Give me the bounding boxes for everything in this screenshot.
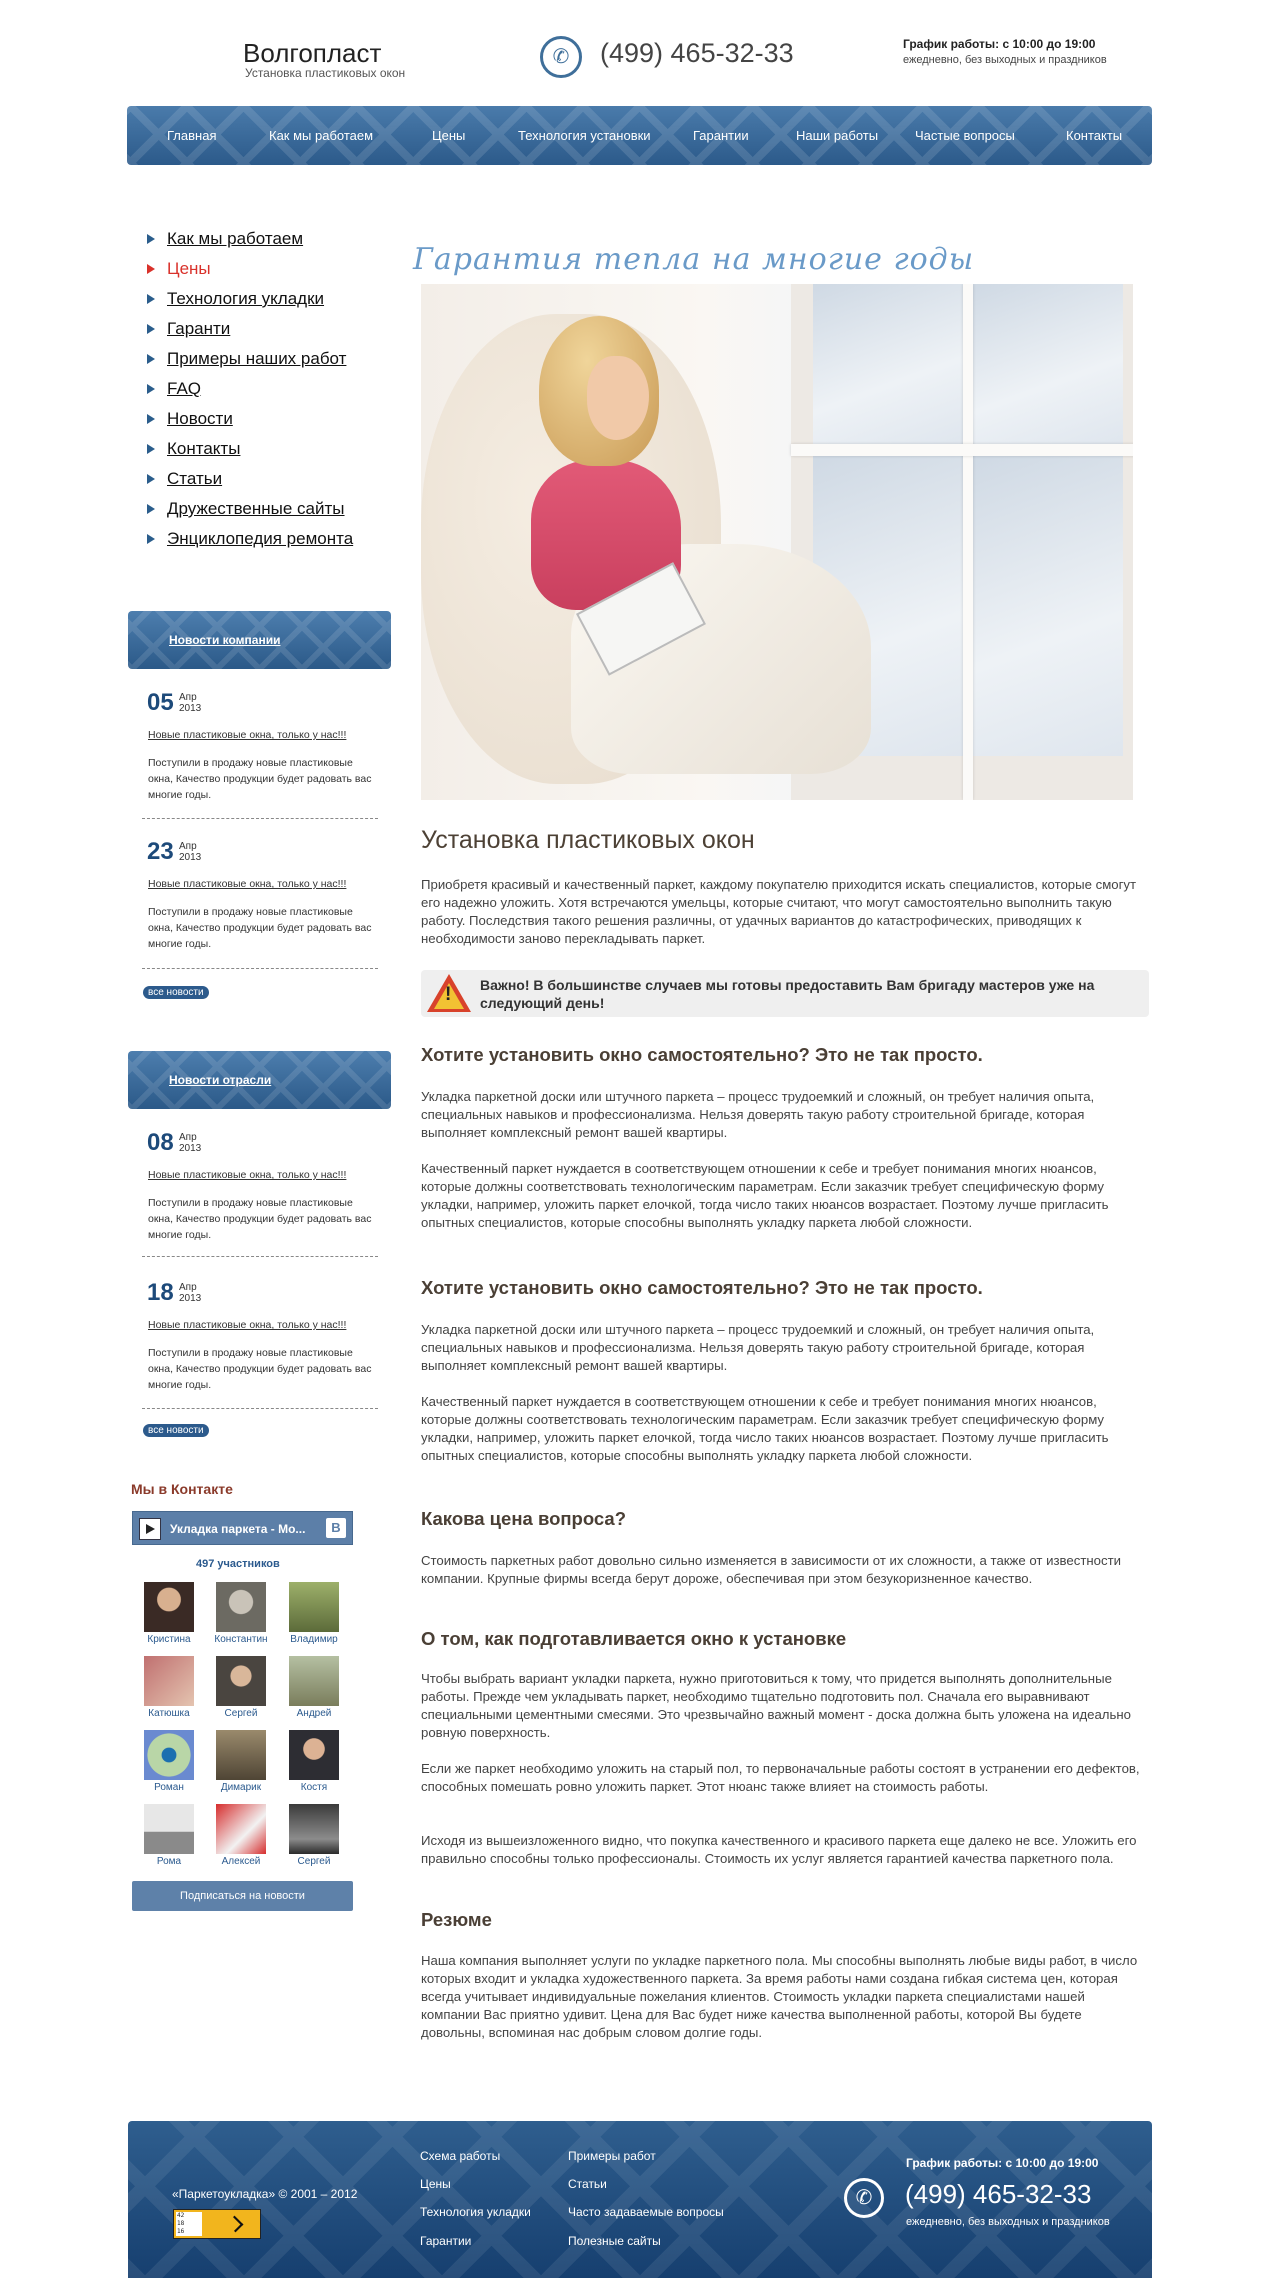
sidebar-item[interactable] <box>147 524 353 554</box>
sidebar-item[interactable] <box>147 464 353 494</box>
section-paragraph: Укладка паркетной доски или штучного паркета – процесс трудоемкий и сложный, он требует наличия опыта, специальных навыков и профессионализма. Нельзя доверять такую работу строительной бригаде, которая выполняет комплексный ремонт вашей квартиры. <box>421 1322 1095 1373</box>
sidebar-item[interactable] <box>147 404 353 434</box>
news-text: Поступили в продажу новые пластиковые окна, Качество продукции будет радовать вас многие годы. <box>148 1347 372 1391</box>
news-month: Апр <box>179 841 197 852</box>
news-year: 2013 <box>179 703 202 714</box>
sidebar-item[interactable] <box>147 374 353 404</box>
window-pane <box>973 456 1123 756</box>
sidebar-item[interactable] <box>147 344 353 374</box>
all-news-button[interactable]: все новости <box>143 1424 209 1437</box>
nav-item-technology[interactable]: Технология установки <box>518 128 651 143</box>
footer-link[interactable]: Часто задаваемые вопросы <box>568 2205 724 2219</box>
vk-member-name[interactable]: Алексей <box>221 1856 261 1867</box>
vk-member-name[interactable]: Константин <box>214 1634 268 1645</box>
triangle-right-icon <box>147 264 155 274</box>
news-divider <box>142 818 378 819</box>
sidebar-item-label[interactable]: Как мы работаем <box>167 229 304 248</box>
sidebar-item-label[interactable]: Контакты <box>167 439 241 458</box>
avatar[interactable] <box>216 1656 266 1706</box>
news-title-link[interactable]: Новые пластиковые окна, только у нас!!! <box>148 729 347 741</box>
avatar[interactable] <box>289 1804 339 1854</box>
vk-member[interactable] <box>136 1656 202 1719</box>
news-divider <box>142 968 378 969</box>
section-paragraph: Если же паркет необходимо уложить на старый пол, то первоначальные работы состоят в устранении его дефектов, способных помешать ровно уложить паркет. Этот нюанс также влияет на стоимость работы. <box>421 1761 1140 1794</box>
sidebar-item-label[interactable]: FAQ <box>167 379 202 398</box>
triangle-right-icon <box>147 354 155 364</box>
nav-item-prices[interactable]: Цены <box>432 128 466 143</box>
window-mullion <box>963 284 973 800</box>
hero-title: Гарантия тепла на многие годы <box>413 242 975 277</box>
industry-news-header <box>128 1051 391 1109</box>
arrow-icon <box>227 2216 244 2233</box>
hero-image <box>421 284 1133 800</box>
vk-member-name[interactable]: Рома <box>156 1856 182 1867</box>
sidebar-item-label[interactable]: Гаранти <box>167 319 231 338</box>
vk-member-name[interactable]: Роман <box>154 1782 184 1793</box>
footer-link[interactable]: Цены <box>420 2177 451 2191</box>
nav-item-our-works[interactable]: Наши работы <box>796 128 879 143</box>
copyright: «Паркетоукладка» © 2001 – 2012 <box>172 2187 358 2201</box>
avatar[interactable] <box>216 1804 266 1854</box>
window-pane <box>973 284 1123 444</box>
triangle-right-icon <box>147 444 155 454</box>
section-paragraph: Качественный паркет нуждается в соответствующем отношении к себе и требует понимания многих нюансов, которые должны соответствовать технологическим параметрам. Если заказчик требует специфическую форму укладки, например, уложить паркет елочкой, тогда число таких нюансов возрастает. Поэтому лучше пригласить опытных специалистов, которые способны выполнять укладку паркета любой сложности. <box>421 1161 1109 1230</box>
news-divider <box>142 1256 378 1257</box>
sidebar-item-label[interactable]: Технология укладки <box>167 289 325 308</box>
warning-box <box>421 970 1149 1017</box>
vk-member[interactable] <box>281 1656 347 1719</box>
sidebar-item[interactable] <box>147 314 353 344</box>
section-paragraph: Качественный паркет нуждается в соответствующем отношении к себе и требует понимания многих нюансов, которые должны соответствовать технологическим параметрам. Если заказчик требует специфическую форму укладки, например, уложить паркет елочкой, тогда число таких нюансов возрастает. Поэтому лучше пригласить опытных специалистов, которые способны выполнять укладку паркета любой сложности. <box>421 1394 1109 1463</box>
footer-link[interactable]: Полезные сайты <box>568 2234 661 2248</box>
vk-member[interactable] <box>208 1582 274 1645</box>
triangle-right-icon <box>147 294 155 304</box>
vk-member[interactable] <box>136 1730 202 1793</box>
news-date <box>179 1132 201 1154</box>
phone-icon: ✆ <box>844 2178 884 2218</box>
page-title: Установка пластиковых окон <box>421 826 755 854</box>
footer-link[interactable]: Схема работы <box>420 2149 501 2163</box>
section-paragraph: Наша компания выполняет услуги по укладке паркетного пола. Мы способны выполнять любые виды работ, в число которых входит и укладка художественного паркета. За время работы нами создана гибкая система цен, которая всегда учитывает индивидуальные пожелания клиентов. Стоимость укладки паркета специалистами нашей компании Вас приятно удивит. Цена для Вас будет ниже качества выполненной работы, которой Вы будете довольны, вспоминая нас добрым словом долгие годы. <box>421 1953 1138 2040</box>
footer-schedule-title: График работы: с 10:00 до 19:00 <box>906 2156 1099 2170</box>
vk-member[interactable] <box>208 1730 274 1793</box>
sidebar-item-label[interactable]: Новости <box>167 409 233 428</box>
logo-subtitle: Установка пластиковых окон <box>245 66 406 80</box>
footer-schedule-subtitle: ежедневно, без выходных и праздников <box>906 2216 1110 2228</box>
main-nav <box>127 106 1152 165</box>
nav-item-guarantees[interactable]: Гарантии <box>693 128 749 143</box>
vk-member-name[interactable]: Андрей <box>296 1708 332 1719</box>
sidebar-item-label[interactable]: Дружественные сайты <box>167 499 345 518</box>
site-footer <box>128 2121 1152 2278</box>
news-month: Апр <box>179 1282 197 1293</box>
news-divider <box>142 1408 378 1409</box>
news-title-link[interactable]: Новые пластиковые окна, только у нас!!! <box>148 878 347 890</box>
logo-title[interactable]: Волгопласт <box>243 38 382 68</box>
avatar[interactable] <box>216 1730 266 1780</box>
section-heading: О том, как подготавливается окно к установке <box>421 1628 847 1649</box>
sidebar-item-active[interactable] <box>147 254 353 284</box>
sidebar-item[interactable] <box>147 494 353 524</box>
vk-member-name[interactable]: Сергей <box>224 1708 258 1719</box>
vk-member[interactable] <box>136 1804 202 1867</box>
vk-logo-icon[interactable]: В <box>326 1518 346 1538</box>
section-paragraph: Стоимость паркетных работ довольно сильно изменяется в зависимости от их сложности, а также от известности компании. Крупные фирмы всегда берут дороже, обеспечивая при этом безукоризненное качество. <box>421 1553 1121 1586</box>
vk-member-name[interactable]: Кристина <box>147 1634 191 1645</box>
news-text: Поступили в продажу новые пластиковые окна, Качество продукции будет радовать вас многие годы. <box>148 1197 372 1241</box>
site-header <box>0 0 1280 105</box>
sidebar-item[interactable] <box>147 434 353 464</box>
footer-phone[interactable]: (499) 465-32-33 <box>905 2179 1092 2209</box>
vk-member-name[interactable]: Димарик <box>220 1782 262 1793</box>
news-day: 18 <box>147 1279 174 1306</box>
window-pane <box>813 284 963 444</box>
nav-item-contacts[interactable]: Контакты <box>1066 128 1123 143</box>
counter-digits: 42 18 16 <box>176 2212 202 2236</box>
news-text: Поступили в продажу новые пластиковые окна, Качество продукции будет радовать вас многие годы. <box>148 906 372 950</box>
industry-news-link[interactable]: Новости отрасли <box>169 1073 272 1087</box>
footer-link[interactable]: Статьи <box>568 2177 607 2191</box>
vk-members-count[interactable]: 497 участников <box>196 1558 280 1570</box>
news-title-link[interactable]: Новые пластиковые окна, только у нас!!! <box>148 1169 347 1181</box>
company-news-header <box>128 611 391 669</box>
sidebar-item[interactable] <box>147 224 353 254</box>
sidebar-item-label[interactable]: Примеры наших работ <box>167 349 347 368</box>
schedule-title: График работы: с 10:00 до 19:00 <box>903 37 1096 51</box>
vk-member-name[interactable]: Сергей <box>297 1856 331 1867</box>
triangle-right-icon <box>147 474 155 484</box>
news-date <box>179 1282 201 1304</box>
avatar[interactable] <box>144 1730 194 1780</box>
triangle-right-icon <box>147 504 155 514</box>
vk-group-header[interactable] <box>132 1511 353 1545</box>
phone-icon: ✆ <box>540 36 582 78</box>
news-day: 23 <box>147 838 174 865</box>
avatar[interactable] <box>144 1582 194 1632</box>
news-day: 08 <box>147 1129 174 1156</box>
news-text: Поступили в продажу новые пластиковые окна, Качество продукции будет радовать вас многие годы. <box>148 757 372 801</box>
news-title-link[interactable]: Новые пластиковые окна, только у нас!!! <box>148 1319 347 1331</box>
triangle-right-icon <box>147 534 155 544</box>
footer-link[interactable]: Примеры работ <box>568 2149 656 2163</box>
section-heading: Какова цена вопроса? <box>421 1508 627 1529</box>
vk-member[interactable] <box>208 1804 274 1867</box>
news-date <box>179 692 201 714</box>
vk-widget-title: Мы в Контакте <box>131 1481 233 1497</box>
nav-item-faq[interactable]: Частые вопросы <box>915 128 1015 143</box>
section-heading: Хотите установить окно самостоятельно? Это не так просто. <box>421 1044 983 1065</box>
avatar[interactable] <box>144 1656 194 1706</box>
section-heading: Резюме <box>421 1909 492 1930</box>
news-year: 2013 <box>179 852 202 863</box>
window-transom <box>791 444 1133 456</box>
news-month: Апр <box>179 692 197 703</box>
vk-member-name[interactable]: Костя <box>300 1782 328 1793</box>
company-news-link[interactable]: Новости компании <box>169 633 281 647</box>
section-paragraph: Исходя из вышеизложенного видно, что покупка качественного и красивого паркета еще далеко не все. Уложить его правильно способны только профессионалы. Стоимость их услуг является гарантией качества паркетного пола. <box>421 1833 1137 1866</box>
intro-paragraph: Приобретя красивый и качественный паркет, каждому покупателю приходится искать специалистов, которые смогут его надежно уложить. Хотя встречаются умельцы, которые считают, что могут самостоятельно выполнить такую работу. Последствия такого решения различны, от удачных вариантов до катастрофических, приводящих к необходимости заново перекладывать паркет. <box>421 877 1137 946</box>
header-phone[interactable]: (499) 465-32-33 <box>600 38 794 68</box>
triangle-right-icon <box>147 324 155 334</box>
vk-group-name[interactable]: Укладка паркета - Мо... <box>170 1522 306 1536</box>
vk-member-name[interactable]: Катюшка <box>148 1708 190 1719</box>
avatar[interactable] <box>216 1582 266 1632</box>
footer-link[interactable]: Гарантии <box>420 2234 472 2248</box>
avatar[interactable] <box>289 1582 339 1632</box>
sidebar-menu <box>147 224 353 554</box>
sidebar-item[interactable] <box>147 284 353 314</box>
section-paragraph: Укладка паркетной доски или штучного паркета – процесс трудоемкий и сложный, он требует наличия опыта, специальных навыков и профессионализма. Нельзя доверять такую работу строительной бригаде, которая выполняет комплексный ремонт вашей квартиры. <box>421 1089 1095 1140</box>
sidebar-item-label[interactable]: Цены <box>167 259 211 278</box>
vk-member[interactable] <box>208 1656 274 1719</box>
section-heading: Хотите установить окно самостоятельно? Это не так просто. <box>421 1277 983 1298</box>
visitor-counter[interactable] <box>173 2209 261 2239</box>
vk-member[interactable] <box>281 1730 347 1793</box>
footer-link[interactable]: Технология укладки <box>420 2205 531 2219</box>
warning-text: Важно! В большинстве случаев мы готовы предоставить Вам бригаду мастеров уже на следующий день! <box>480 977 1095 1011</box>
nav-item-how-we-work[interactable]: Как мы работаем <box>269 128 374 143</box>
news-year: 2013 <box>179 1293 202 1304</box>
group-logo-icon <box>139 1518 161 1540</box>
news-month: Апр <box>179 1132 197 1143</box>
news-year: 2013 <box>179 1143 202 1154</box>
news-date <box>179 841 201 863</box>
vk-member[interactable] <box>281 1804 347 1867</box>
avatar[interactable] <box>289 1730 339 1780</box>
schedule-subtitle: ежедневно, без выходных и праздников <box>903 54 1107 66</box>
vk-member[interactable] <box>136 1582 202 1645</box>
vk-member[interactable] <box>281 1582 347 1645</box>
triangle-right-icon <box>147 234 155 244</box>
sidebar-item-label[interactable]: Энциклопедия ремонта <box>167 529 354 548</box>
section-paragraph: Чтобы выбрать вариант укладки паркета, нужно приготовиться к тому, что придется выполнять дополнительные работы. Прежде чем укладывать паркет, необходимо тщательно подготовить пол. Сначала его выравнивают специальными цементными смесями. Это чрезвычайно важный момент - доска должна быть уложена на идеально ровную поверхность. <box>421 1671 1131 1740</box>
news-day: 05 <box>147 689 174 716</box>
avatar[interactable] <box>289 1656 339 1706</box>
triangle-right-icon <box>147 384 155 394</box>
sidebar-item-label[interactable]: Статьи <box>167 469 223 488</box>
nav-item-home[interactable]: Главная <box>167 128 217 143</box>
vk-member-name[interactable]: Владимир <box>290 1634 338 1645</box>
all-news-button[interactable]: все новости <box>143 986 209 999</box>
triangle-right-icon <box>147 414 155 424</box>
warning-glyph: ! <box>445 984 452 1005</box>
avatar[interactable] <box>144 1804 194 1854</box>
subscribe-button[interactable]: Подписаться на новости <box>132 1881 353 1911</box>
